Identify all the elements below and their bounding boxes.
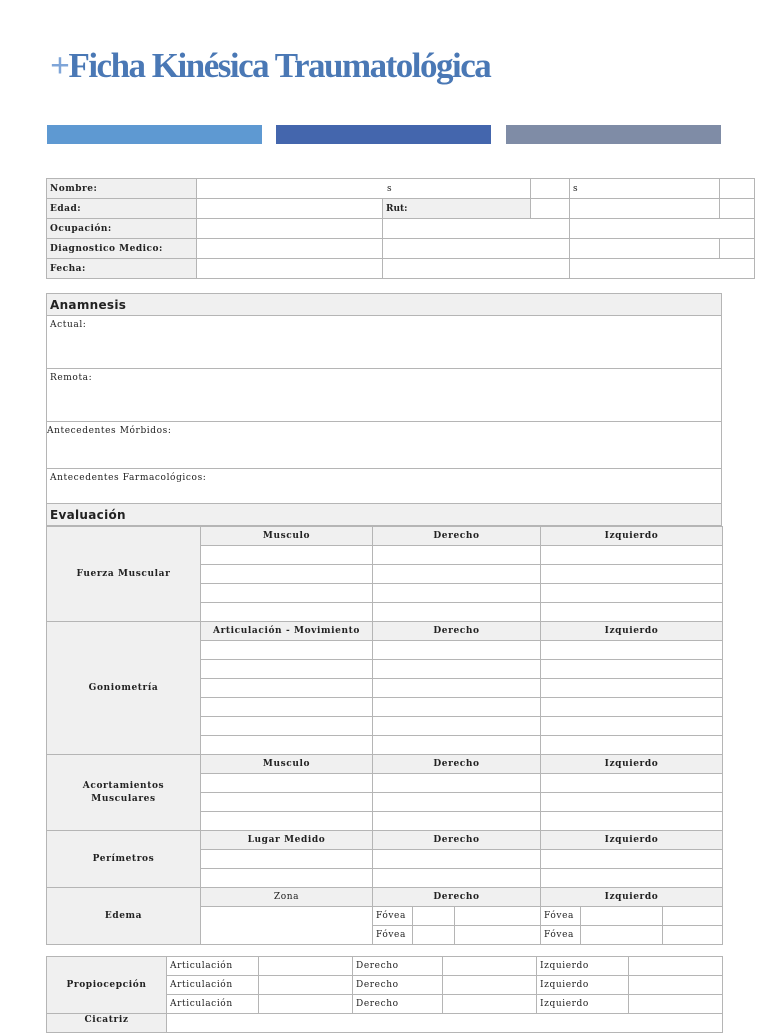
antecedentes-farmacologicos[interactable]: Antecedentes Farmacológicos: [47, 469, 722, 504]
acortamientos-col-derecho: Derecho [373, 755, 541, 774]
edema-fovea-izquierdo-2: Fóvea [541, 926, 581, 945]
propio-derecho-1: Derecho [353, 957, 443, 976]
perimetros-col-lugar: Lugar Medido [201, 831, 373, 850]
anamnesis-actual[interactable]: Actual: [47, 316, 722, 369]
anamnesis-remota[interactable]: Remota: [47, 369, 722, 422]
diagnostico-label: Diagnostico Medico: [47, 239, 197, 259]
fecha-label: Fecha: [47, 259, 197, 279]
edema-fovea-derecho-2: Fóvea [373, 926, 413, 945]
perimetros-col-izquierdo: Izquierdo [541, 831, 723, 850]
acortamientos-label: Acortamientos Musculares [47, 755, 201, 831]
goniometria-label: Goniometría [47, 622, 201, 755]
title-plus: + [50, 46, 69, 85]
edema-fovea-derecho-1: Fóvea [373, 907, 413, 926]
propiocepcion-label: Propiocepción [47, 957, 167, 1014]
perimetros-label: Perímetros [47, 831, 201, 888]
diagnostico-field[interactable] [197, 239, 383, 259]
fuerza-muscular-label: Fuerza Muscular [47, 527, 201, 622]
goniometria-col-derecho: Derecho [373, 622, 541, 641]
propio-derecho-2: Derecho [353, 976, 443, 995]
title-text: Ficha Kinésica Traumatológica [68, 46, 491, 85]
page-title [50, 48, 490, 83]
nombre-field-2[interactable]: s [570, 179, 720, 199]
edad-label: Edad: [47, 199, 197, 219]
rut-field[interactable] [531, 199, 570, 219]
evaluacion-heading: Evaluación [47, 504, 722, 526]
acortamientos-col-izquierdo: Izquierdo [541, 755, 723, 774]
fuerza-col-derecho: Derecho [373, 527, 541, 546]
decor-bar-3 [506, 125, 721, 144]
decor-bar-2 [276, 125, 491, 144]
nombre-label: Nombre: [47, 179, 197, 199]
goniometria-col-izquierdo: Izquierdo [541, 622, 723, 641]
fecha-field[interactable] [197, 259, 383, 279]
propio-izquierdo-2: Izquierdo [537, 976, 629, 995]
cicatriz-label: Cicatriz [47, 1014, 167, 1033]
propio-articulacion-3: Articulación [167, 995, 259, 1014]
ocupacion-field[interactable] [197, 219, 383, 239]
propio-izquierdo-3: Izquierdo [537, 995, 629, 1014]
propio-articulacion-1: Articulación [167, 957, 259, 976]
nombre-field[interactable]: s [197, 179, 531, 199]
rut-label: Rut: [383, 199, 531, 219]
antecedentes-morbidos[interactable]: Antecedentes Mórbidos: [47, 422, 722, 469]
ocupacion-label: Ocupación: [47, 219, 197, 239]
propio-derecho-3: Derecho [353, 995, 443, 1014]
propiocepcion-table [46, 956, 723, 1033]
fuerza-col-musculo: Musculo [201, 527, 373, 546]
perimetros-col-derecho: Derecho [373, 831, 541, 850]
edad-field[interactable] [197, 199, 383, 219]
anamnesis-table [46, 293, 722, 526]
edema-col-izquierdo: Izquierdo [541, 888, 723, 907]
propio-izquierdo-1: Izquierdo [537, 957, 629, 976]
edema-col-zona: Zona [201, 888, 373, 907]
edema-fovea-izquierdo-1: Fóvea [541, 907, 581, 926]
edema-col-derecho: Derecho [373, 888, 541, 907]
fuerza-col-izquierdo: Izquierdo [541, 527, 723, 546]
patient-info-table [46, 178, 755, 279]
decor-bar-1 [47, 125, 262, 144]
acortamientos-col-musculo: Musculo [201, 755, 373, 774]
evaluacion-table [46, 526, 723, 945]
propio-articulacion-2: Articulación [167, 976, 259, 995]
goniometria-col-articulacion: Articulación - Movimiento [201, 622, 373, 641]
anamnesis-heading: Anamnesis [47, 294, 722, 316]
edema-label: Edema [47, 888, 201, 945]
cicatriz-field[interactable] [167, 1014, 723, 1033]
